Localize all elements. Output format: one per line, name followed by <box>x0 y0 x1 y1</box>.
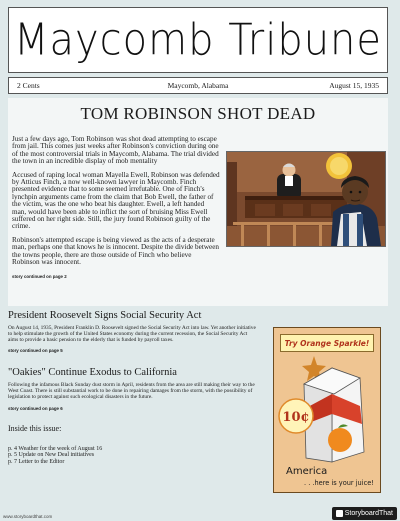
inside-issue-list <box>8 446 258 466</box>
continued-note: story continued on page 2 <box>12 273 67 279</box>
ad-banner: Try Orange Sparkle! <box>280 334 374 352</box>
brand-label: StoryboardThat <box>344 510 393 517</box>
inside-issue-box <box>8 424 258 466</box>
story-body: Following the infamous Black Sunday dust storm in April, residents from the area are still making their way to the West Coast. There is still substantial work to be done in repairing damages from the storm, with the possibility of legislation to protect against such ecological disasters in the future. <box>8 382 255 400</box>
continued-note: story continued on page 5 <box>8 348 63 354</box>
story-paragraph: Just a few days ago, Tom Robinson was shot dead attempting to escape from jail. This comes just weeks after Robinson's conviction during one of the most controversial trials in Maycomb, Alabama. The trial divided the town in an incredible display of mob mentality <box>12 135 219 166</box>
list-item: p. 7 Letter to the Editor <box>8 458 65 465</box>
masthead <box>8 7 388 73</box>
brand-mark-icon <box>336 510 343 517</box>
continued-note: story continued on page 6 <box>8 405 63 411</box>
story-headline: President Roosevelt Signs Social Security Act <box>8 310 202 321</box>
story-paragraph: Accused of raping local woman Mayella Ewell, Robinson was defended by Atticus Finch, a now well-known lawyer in Maycomb. Finch presented evidence that to some seemed irrefutable. One of Finch's lynchpin arguments came from the claim that Bob Ewell, the father of the victim, was the one who beat his daughter. Ewell, a left handed man, would have been able to inflict the sort of bruising Miss Ewell suffered on her right side. Still, the jury found Robinson guilty of the crime. <box>12 170 220 231</box>
courtroom-illustration <box>226 151 386 247</box>
main-story-panel <box>8 98 388 306</box>
juice-carton-icon <box>274 354 380 466</box>
story-body: On August 14, 1935, President Franklin D. Roosevelt signed the Social Security Act into law. Yet another initiative to help stimulate the growth of the United States economy during the current recession, the Social Security Act aims to provide a basic pension to the elderly that is funded by payroll taxes. <box>8 325 256 343</box>
orange-sparkle-ad <box>273 327 381 493</box>
main-story-body <box>12 136 220 280</box>
ad-brand-name: America <box>286 466 328 477</box>
newspaper-title: Maycomb Tribune <box>13 14 383 66</box>
ad-slogan: . . .here is your juice! <box>304 479 374 487</box>
story-headline: "Oakies" Continue Exodus to California <box>8 367 177 379</box>
dateline-bar <box>8 77 388 94</box>
inside-issue-title: Inside this issue: <box>8 423 62 433</box>
ad-price: 10¢ <box>282 410 310 425</box>
list-item: p. 4 Weather for the week of August 16 <box>8 445 103 452</box>
storyboardthat-logo[interactable] <box>332 507 397 520</box>
date-label: August 15, 1935 <box>329 81 379 90</box>
story-paragraph: Robinson's attempted escape is being viewed as the acts of a desperate man, perhaps one that knows he is innocent. Despite the divide between the towns people, there are those outside of Finch who believe Robinson was innocent. <box>12 235 219 267</box>
main-headline: TOM ROBINSON SHOT DEAD <box>80 104 316 123</box>
courtroom-scene-image <box>227 152 385 246</box>
price-label: 2 Cents <box>17 81 40 90</box>
footer-url[interactable]: www.storyboardthat.com <box>3 514 53 519</box>
list-item: p. 5 Update on New Deal initiatives <box>8 452 95 459</box>
secondary-stories <box>8 310 258 466</box>
location-label: Maycomb, Alabama <box>167 81 229 90</box>
